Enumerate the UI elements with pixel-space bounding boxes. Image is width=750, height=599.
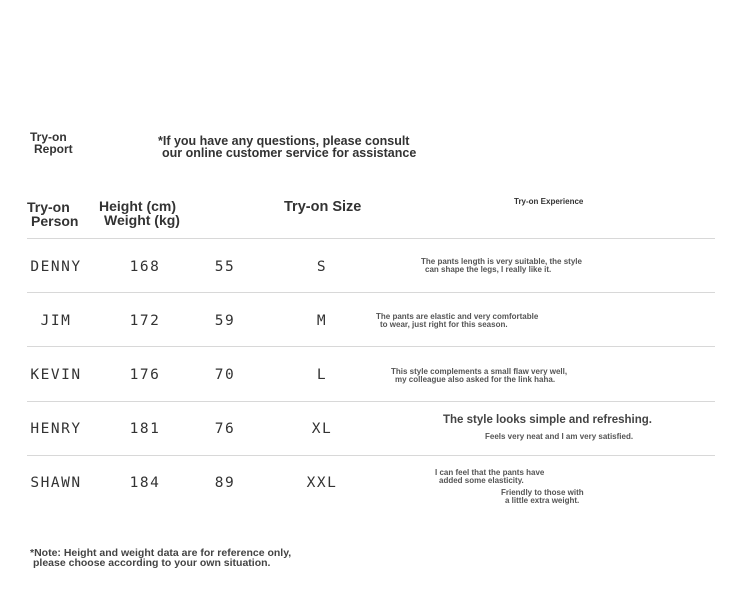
notice-line-1: *If you have any questions, please consult bbox=[158, 134, 410, 148]
row-4-experience-headline: The style looks simple and refreshing. bbox=[443, 414, 652, 426]
row-3-experience-line-1: This style complements a small flaw very well, bbox=[391, 367, 568, 376]
row-5-name: SHAWN bbox=[30, 475, 82, 491]
row-3-experience bbox=[391, 368, 567, 384]
row-1-size: S bbox=[316, 259, 328, 275]
customer-service-notice bbox=[158, 135, 416, 159]
notice-line-2: our online customer service for assistance bbox=[162, 146, 417, 160]
row-5-size: XXL bbox=[306, 475, 338, 491]
header-person-line-1: Try-on bbox=[27, 199, 70, 215]
divider bbox=[27, 401, 715, 402]
row-4-height: 181 bbox=[129, 421, 161, 437]
row-2-size: M bbox=[316, 313, 328, 329]
report-title bbox=[30, 131, 73, 155]
row-3-experience-line-2: my colleague also asked for the link haha. bbox=[395, 375, 556, 384]
row-3-name: KEVIN bbox=[30, 367, 82, 383]
row-1-height: 168 bbox=[129, 259, 161, 275]
header-try-on-experience: Try-on Experience bbox=[514, 197, 584, 206]
row-5-experience-line-4: a little extra weight. bbox=[505, 496, 580, 505]
footnote-line-1: *Note: Height and weight data are for reference only, bbox=[30, 547, 292, 559]
header-height: Height (cm) bbox=[99, 198, 176, 214]
divider bbox=[27, 455, 715, 456]
row-2-experience bbox=[376, 313, 538, 329]
row-3-height: 176 bbox=[129, 367, 161, 383]
divider bbox=[27, 238, 715, 239]
row-2-name: JIM bbox=[40, 313, 72, 329]
reference-footnote bbox=[30, 548, 291, 568]
divider bbox=[27, 292, 715, 293]
row-3-weight: 70 bbox=[214, 367, 236, 383]
row-4-size: XL bbox=[311, 421, 333, 437]
row-1-name: DENNY bbox=[30, 259, 82, 275]
header-weight: Weight (kg) bbox=[104, 212, 180, 228]
row-4-experience-detail: Feels very neat and I am very satisfied. bbox=[485, 432, 634, 441]
header-try-on-size: Try-on Size bbox=[284, 199, 362, 215]
row-5-weight: 89 bbox=[214, 475, 236, 491]
report-title-line-1: Try-on bbox=[30, 130, 67, 144]
header-person-line-2: Person bbox=[31, 213, 79, 229]
row-5-experience-part-2 bbox=[501, 489, 584, 505]
header-try-on-person bbox=[27, 200, 78, 228]
row-1-experience-line-2: can shape the legs, I really like it. bbox=[425, 265, 552, 274]
footnote-line-2: please choose according to your own situation. bbox=[33, 557, 271, 569]
row-3-size: L bbox=[316, 367, 328, 383]
row-2-experience-line-2: to wear, just right for this season. bbox=[380, 320, 508, 329]
row-1-weight: 55 bbox=[214, 259, 236, 275]
row-1-experience bbox=[421, 258, 582, 274]
row-4-weight: 76 bbox=[214, 421, 236, 437]
row-2-height: 172 bbox=[129, 313, 161, 329]
row-5-experience-part-1 bbox=[435, 469, 544, 485]
row-5-experience-line-2: added some elasticity. bbox=[439, 476, 524, 485]
row-5-experience-line-3: Friendly to those with bbox=[501, 488, 584, 497]
row-5-height: 184 bbox=[129, 475, 161, 491]
row-4-name: HENRY bbox=[30, 421, 82, 437]
divider bbox=[27, 346, 715, 347]
row-5-experience-line-1: I can feel that the pants have bbox=[435, 468, 545, 477]
row-2-weight: 59 bbox=[214, 313, 236, 329]
header-height-weight bbox=[99, 199, 180, 227]
row-2-experience-line-1: The pants are elastic and very comfortable bbox=[376, 312, 539, 321]
report-title-line-2: Report bbox=[34, 142, 73, 156]
row-1-experience-line-1: The pants length is very suitable, the style bbox=[421, 257, 582, 266]
